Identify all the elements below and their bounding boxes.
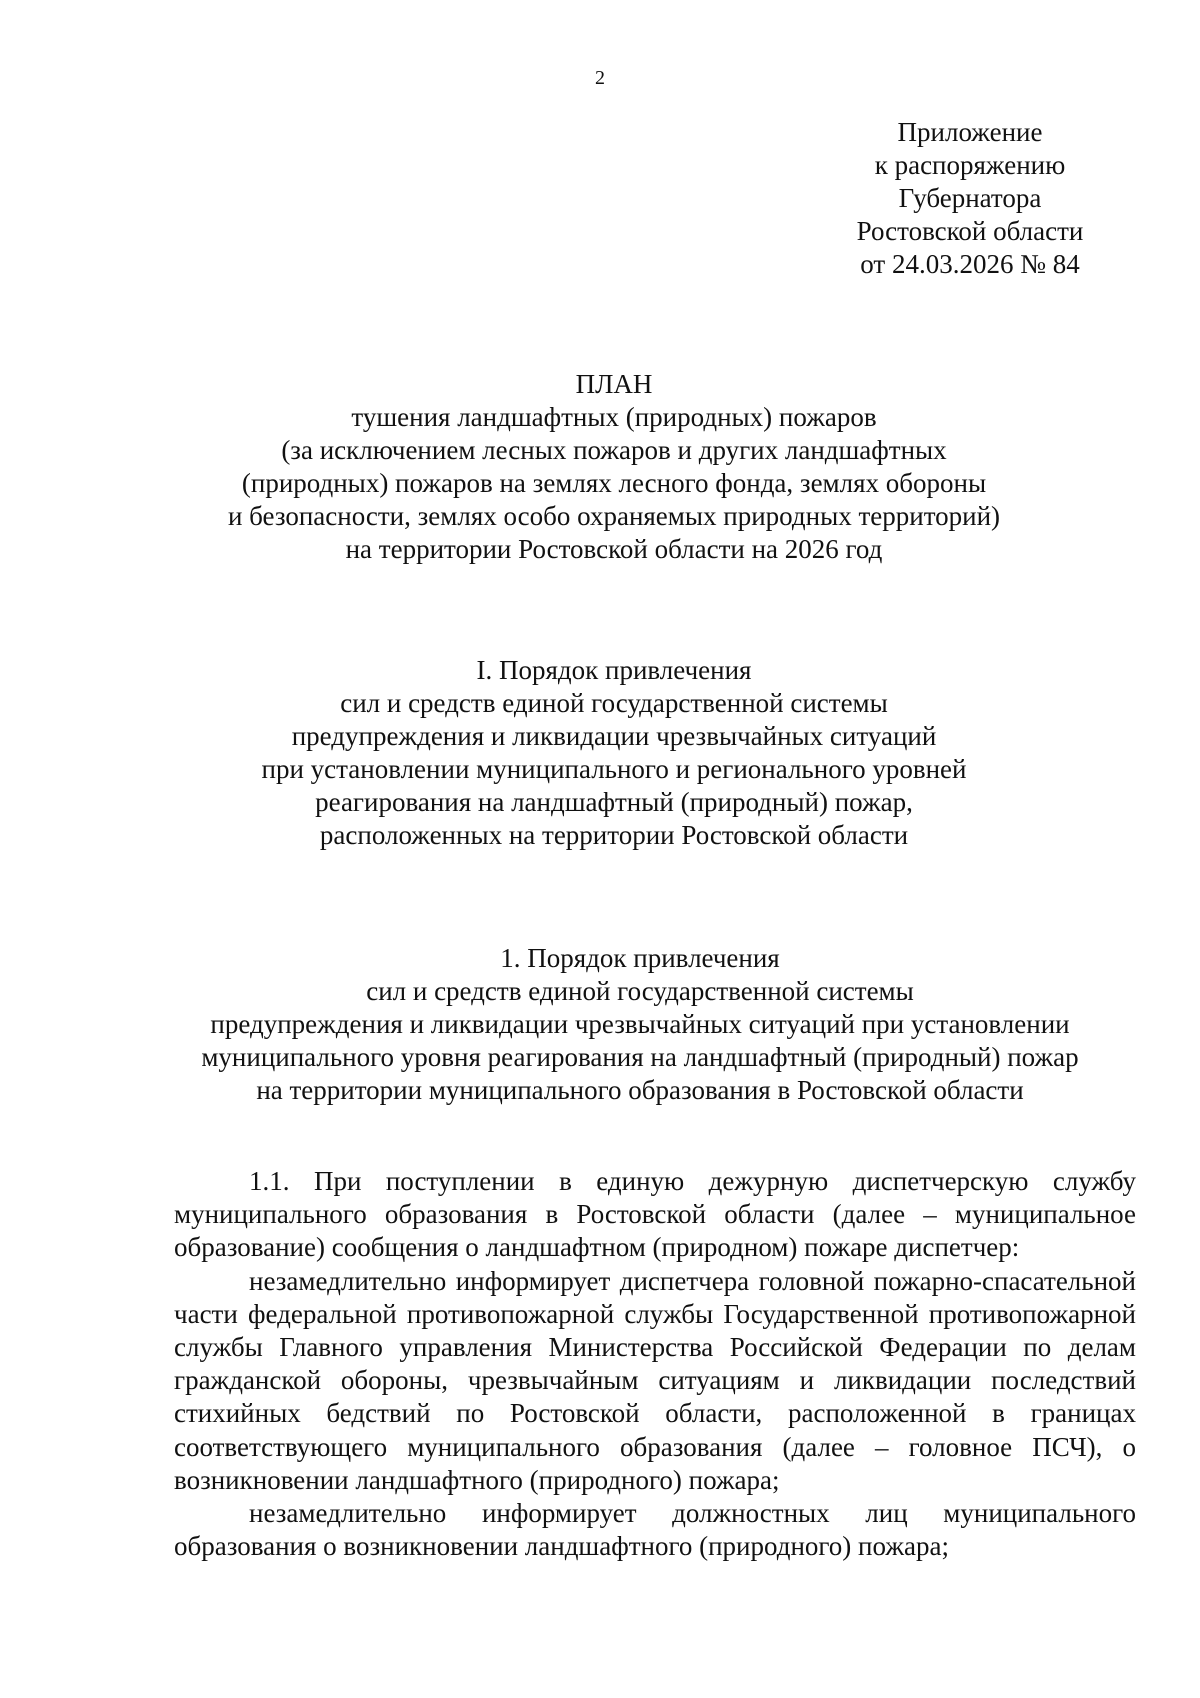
appendix-line: к распоряжению (874, 150, 1066, 180)
appendix-line: Ростовской области (856, 216, 1084, 246)
section-heading-line: предупреждения и ликвидации чрезвычайных ситуаций (291, 721, 937, 751)
body-text (174, 1165, 1136, 1563)
appendix-line: Губернатора (898, 183, 1042, 213)
subsection-heading-line: муниципального уровня реагирования на ландшафтный (природный) пожар (201, 1042, 1079, 1072)
paragraph: незамедлительно информирует диспетчера головной пожарно-спасательной части федеральной противопожарной службы Государственной противопожарной службы Главного управления Министерства Российской Федерации по делам гражданской обороны, чрезвычайным ситуациям и ликвидации последствий стихийных бедствий по Ростовской области, расположенной в границах соответствующего муниципального образования (далее – головное ПСЧ), о возникновении ландшафтного (природного) пожара; (174, 1265, 1136, 1495)
subsection-heading-line: предупреждения и ликвидации чрезвычайных ситуаций при установлении (210, 1009, 1070, 1039)
appendix-date-number: от 24.03.2026 № 84 (860, 249, 1080, 279)
title-line: на территории Ростовской области на 2026 год (345, 534, 883, 564)
subsection-heading-line: сил и средств единой государственной системы (366, 976, 914, 1006)
appendix-stamp (840, 116, 1100, 281)
section-heading (160, 654, 1068, 852)
section-heading-line: сил и средств единой государственной системы (340, 688, 888, 718)
subsection-heading-line: 1. Порядок привлечения (500, 943, 780, 973)
subsection-heading-line: на территории муниципального образования в Ростовской области (256, 1075, 1024, 1105)
section-heading-line: при установлении муниципального и регионального уровней (261, 754, 967, 784)
subsection-heading (160, 942, 1120, 1107)
title-line: тушения ландшафтных (природных) пожаров (351, 402, 877, 432)
title-heading: ПЛАН (575, 369, 653, 399)
section-heading-line: I. Порядок привлечения (476, 655, 752, 685)
paragraph: 1.1. При поступлении в единую дежурную диспетчерскую службу муниципального образования в Ростовской области (далее – муниципальное образование) сообщения о ландшафтном (природном) пожаре диспетчер: (174, 1166, 1136, 1263)
page-number: 2 (595, 67, 605, 89)
title-line: (за исключением лесных пожаров и других ландшафтных (281, 435, 947, 465)
paragraph: незамедлительно информирует должностных лиц муниципального образования о возникновении ландшафтного (природного) пожара; (174, 1498, 1136, 1562)
section-heading-line: реагирования на ландшафтный (природный) пожар, (315, 787, 913, 817)
title-line: (природных) пожаров на землях лесного фонда, землях обороны (241, 468, 987, 498)
appendix-line: Приложение (897, 117, 1043, 147)
document-title (160, 368, 1068, 566)
title-line: и безопасности, землях особо охраняемых природных территорий) (227, 501, 1001, 531)
section-heading-line: расположенных на территории Ростовской области (319, 820, 909, 850)
